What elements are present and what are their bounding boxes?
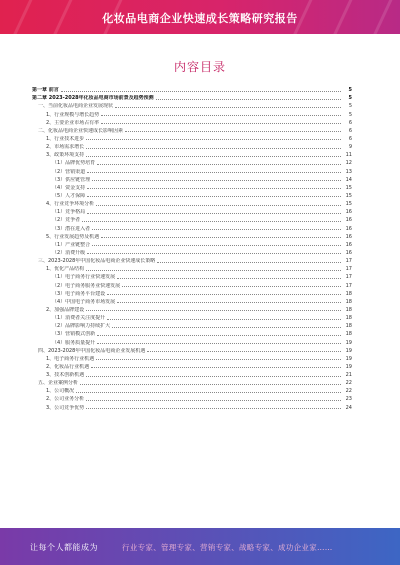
toc-entry-text: （4）服务质量提升 [52, 339, 96, 346]
toc-leader-dots [96, 359, 341, 360]
toc-entry[interactable] [32, 402, 352, 410]
toc-entry-text: 2、化妆品行业机遇 [46, 363, 90, 370]
toc-leader-dots [86, 400, 341, 401]
toc-page-number: 19 [345, 347, 352, 354]
toc-leader-dots [107, 294, 341, 295]
toc-leader-dots [157, 262, 341, 263]
toc-entry-text: （4）资金支持 [52, 184, 86, 191]
toc-page-number: 16 [345, 209, 352, 216]
toc-leader-dots [86, 148, 341, 149]
toc-entry[interactable] [32, 215, 352, 223]
toc-entry-text: 3、技术创新机遇 [46, 372, 85, 379]
toc-entry[interactable] [32, 272, 352, 280]
toc-entry-text: 1、公司概况 [46, 388, 75, 395]
toc-page-number: 14 [345, 176, 352, 183]
toc-leader-dots [92, 245, 341, 246]
toc-entry-text: （5）人才保障 [52, 192, 86, 199]
toc-entry[interactable] [32, 93, 352, 101]
toc-page-number: 5 [348, 103, 352, 110]
toc-page-number: 15 [345, 201, 352, 208]
toc-leader-dots [97, 343, 341, 344]
toc-page-number: 15 [345, 184, 352, 191]
toc-entry-text: （2）竞争者 [52, 217, 81, 224]
toc-leader-dots [87, 196, 341, 197]
toc-entry[interactable] [32, 118, 352, 126]
toc-entry-text: 一、当前化妆品电商企业发展现状 [38, 103, 114, 110]
toc-page-number: 19 [345, 355, 352, 362]
toc-entry-text: （1）产业链整合 [52, 241, 91, 248]
toc-leader-dots [86, 156, 341, 157]
toc-entry[interactable] [32, 150, 352, 158]
toc-entry[interactable] [32, 248, 352, 256]
toc-leader-dots [82, 221, 341, 222]
toc-entry[interactable] [32, 346, 352, 354]
toc-leader-dots [125, 131, 341, 132]
toc-entry[interactable] [32, 134, 352, 142]
toc-leader-dots [117, 302, 341, 303]
document-title: 化妆品电商企业快速成长策略研究报告 [102, 12, 298, 25]
toc-entry[interactable] [32, 321, 352, 329]
toc-entry-text: （2）电子商务服务业快速发展 [52, 282, 121, 289]
toc-page-number: 11 [345, 152, 352, 159]
toc-entry[interactable] [32, 305, 352, 313]
toc-page-number: 18 [345, 290, 352, 297]
toc-page-number: 13 [345, 168, 352, 175]
toc-page-number: 17 [345, 258, 352, 265]
toc-entry[interactable] [32, 158, 352, 166]
toc-page-number: 5 [348, 111, 352, 118]
toc-page-number: 6 [348, 135, 352, 142]
toc-page-number: 17 [345, 274, 352, 281]
toc-entry[interactable] [32, 191, 352, 199]
toc-entry-text: （1）消费者关注度提升 [52, 315, 106, 322]
table-of-contents [32, 85, 352, 411]
toc-entry[interactable] [32, 378, 352, 386]
toc-entry-text: 五、企业案例分析 [38, 380, 79, 387]
footer-slogan: 让每个人都能成为 [30, 543, 98, 552]
toc-entry-text: （2）品牌影响力持续扩大 [52, 323, 111, 330]
toc-entry-text: 2、市场需求增长 [46, 144, 85, 151]
toc-page-number: 16 [345, 249, 352, 256]
toc-page-number: 18 [345, 306, 352, 313]
toc-leader-dots [61, 91, 341, 92]
toc-entry[interactable] [32, 289, 352, 297]
toc-page-number: 16 [345, 233, 352, 240]
toc-entry[interactable] [32, 240, 352, 248]
toc-entry[interactable] [32, 126, 352, 134]
toc-entry-text: 5、行业发展趋势及机遇 [46, 233, 100, 240]
toc-page-number: 6 [348, 119, 352, 126]
toc-page-number: 16 [345, 225, 352, 232]
toc-page-number: 17 [345, 266, 352, 273]
toc-entry[interactable] [32, 329, 352, 337]
toc-leader-dots [76, 392, 341, 393]
toc-entry[interactable] [32, 232, 352, 240]
toc-entry-text: （1）品牌优势培育 [52, 160, 96, 167]
toc-leader-dots [87, 213, 341, 214]
toc-leader-dots [147, 351, 341, 352]
toc-page-number: 9 [348, 144, 352, 151]
toc-leader-dots [86, 270, 341, 271]
toc-entry[interactable] [32, 166, 352, 174]
toc-entry[interactable] [32, 394, 352, 402]
toc-entry-text: （1）电子商务行业快速发展 [52, 274, 116, 281]
toc-page-number: 22 [345, 380, 352, 387]
toc-page-number: 15 [345, 192, 352, 199]
toc-entry[interactable] [32, 256, 352, 264]
toc-entry[interactable] [32, 386, 352, 394]
toc-heading: 内容目录 [173, 60, 226, 74]
toc-entry-text: 1、行业规模与增长趋势 [46, 111, 100, 118]
toc-leader-dots [97, 335, 341, 336]
toc-leader-dots [87, 253, 341, 254]
toc-entry-text: （3）潜在进入者 [52, 225, 91, 232]
toc-leader-dots [115, 107, 341, 108]
toc-entry-text: （3）营销模式创新 [52, 331, 96, 338]
toc-entry-text: 1、行业技术进步 [46, 135, 85, 142]
toc-leader-dots [86, 310, 341, 311]
toc-entry-text: 3、政策环境支持 [46, 152, 85, 159]
toc-entry-text: 第二章 2023-2028年化妆品电商市场前景及趋势预测 [32, 95, 154, 102]
toc-leader-dots [122, 286, 341, 287]
toc-page-number: 16 [345, 241, 352, 248]
toc-page-number: 16 [345, 217, 352, 224]
toc-leader-dots [91, 367, 341, 368]
toc-page-number: 21 [345, 372, 352, 379]
footer-roles: 行业专家、管理专家、营销专家、战略专家、成功企业家…… [122, 543, 333, 552]
toc-entry-text: 2、主要企业市场占有率 [46, 119, 100, 126]
toc-leader-dots [86, 408, 341, 409]
toc-leader-dots [101, 115, 341, 116]
toc-page-number: 5 [348, 87, 352, 94]
toc-leader-dots [86, 376, 341, 377]
toc-leader-dots [156, 99, 341, 100]
toc-entry-text: （1）竞争格局 [52, 209, 86, 216]
toc-entry[interactable] [32, 183, 352, 191]
toc-leader-dots [117, 278, 341, 279]
footer-banner [0, 528, 400, 565]
toc-entry-text: 第一章 前言 [32, 87, 59, 94]
toc-page-number: 18 [345, 323, 352, 330]
toc-entry[interactable] [32, 175, 352, 183]
toc-entry[interactable] [32, 109, 352, 117]
header-banner [0, 0, 400, 34]
toc-entry-text: （2）消费升级 [52, 249, 86, 256]
toc-leader-dots [87, 172, 341, 173]
toc-leader-dots [96, 205, 341, 206]
toc-page-number: 6 [348, 127, 352, 134]
toc-entry-text: 3、公司竞争优势 [46, 404, 85, 411]
toc-leader-dots [80, 384, 341, 385]
toc-page-number: 18 [345, 331, 352, 338]
toc-entry-text: 1、电子商务行业机遇 [46, 355, 95, 362]
toc-entry-text: 1、优化产品结构 [46, 266, 85, 273]
toc-leader-dots [101, 123, 341, 124]
toc-page-number: 18 [345, 298, 352, 305]
toc-leader-dots [92, 229, 341, 230]
toc-page-number: 5 [348, 95, 352, 102]
toc-entry[interactable] [32, 370, 352, 378]
toc-leader-dots [87, 188, 341, 189]
toc-entry[interactable] [32, 101, 352, 109]
toc-page-number: 17 [345, 282, 352, 289]
toc-entry-text: 三、2023-2028年中国化妆品电商企业快速成长策略 [38, 258, 156, 265]
toc-entry[interactable] [32, 280, 352, 288]
toc-page-number: 12 [345, 160, 352, 167]
toc-entry[interactable] [32, 362, 352, 370]
toc-page-number: 19 [345, 339, 352, 346]
toc-entry[interactable] [32, 354, 352, 362]
toc-entry[interactable] [32, 337, 352, 345]
toc-entry-text: 四、2023-2028年中国化妆品电商企业发展机遇 [38, 347, 146, 354]
toc-leader-dots [112, 327, 341, 328]
toc-entry-text: 二、化妆品电商企业快速成长影响因素 [38, 127, 124, 134]
toc-entry-text: （3）供应链管理 [52, 176, 91, 183]
toc-entry[interactable] [32, 199, 352, 207]
toc-entry[interactable] [32, 207, 352, 215]
toc-entry[interactable] [32, 264, 352, 272]
toc-leader-dots [107, 319, 341, 320]
toc-page-number: 22 [345, 388, 352, 395]
toc-entry-text: 2、加强品牌建设 [46, 306, 85, 313]
toc-entry-text: （3）电子商务平台建设 [52, 290, 106, 297]
toc-page-number: 23 [345, 396, 352, 403]
toc-entry[interactable] [32, 297, 352, 305]
toc-entry[interactable] [32, 85, 352, 93]
toc-entry-text: 4、行业竞争环境分析 [46, 201, 95, 208]
toc-leader-dots [97, 164, 341, 165]
toc-leader-dots [92, 180, 341, 181]
toc-leader-dots [101, 237, 341, 238]
toc-entry-text: （4）中国电子商务市场发展 [52, 298, 116, 305]
toc-page-number: 18 [345, 315, 352, 322]
toc-page-number: 24 [345, 404, 352, 411]
toc-page-number: 19 [345, 363, 352, 370]
toc-leader-dots [86, 139, 341, 140]
toc-entry[interactable] [32, 313, 352, 321]
toc-entry[interactable] [32, 142, 352, 150]
toc-entry-text: 2、公司业务分析 [46, 396, 85, 403]
toc-entry-text: （2）营销渠道 [52, 168, 86, 175]
toc-entry[interactable] [32, 223, 352, 231]
